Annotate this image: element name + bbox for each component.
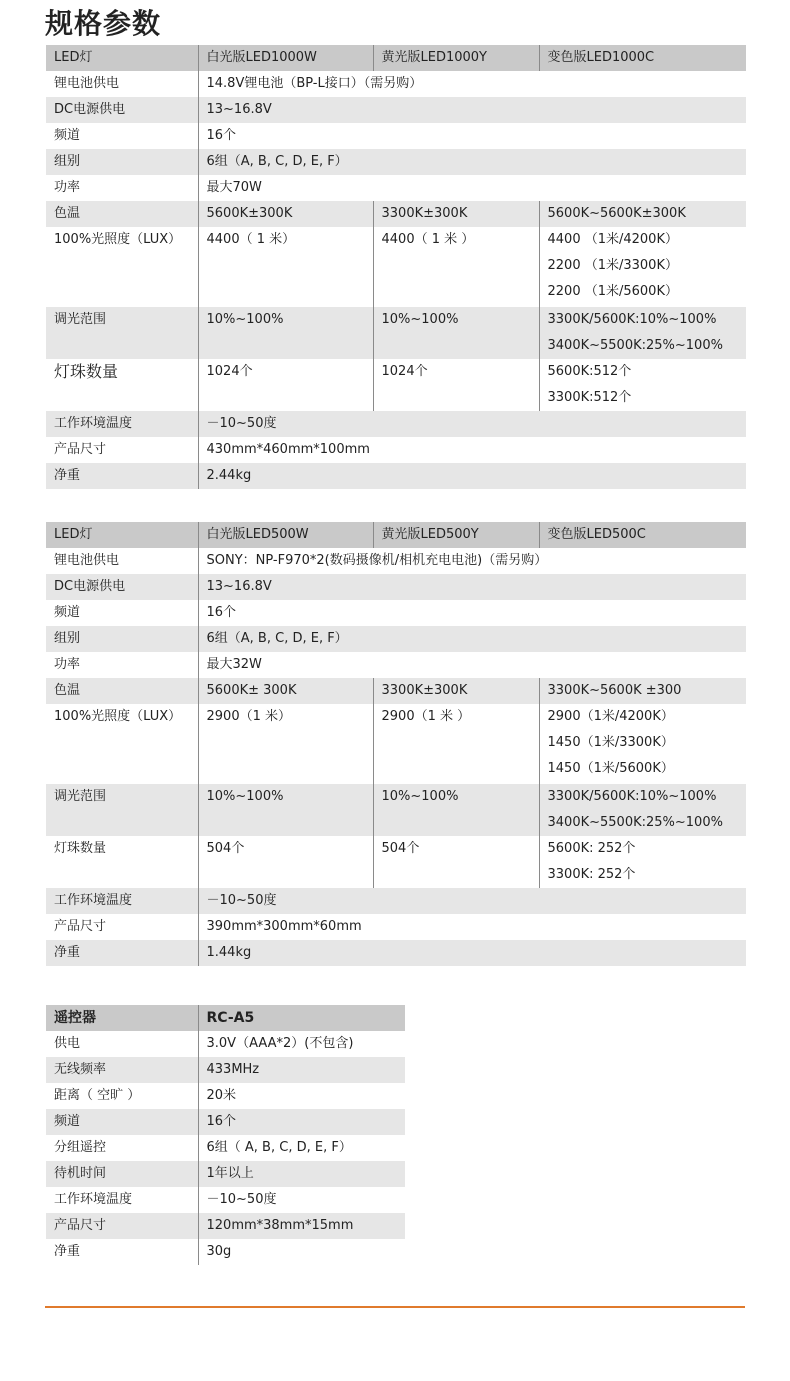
row-value: 1.44kg <box>198 940 746 966</box>
row-label: 分组遥控 <box>46 1135 198 1161</box>
row-value: 10%~100% <box>198 307 373 359</box>
table-row <box>46 123 746 149</box>
header-cell: LED灯 <box>46 522 198 548</box>
row-label: 净重 <box>46 463 198 489</box>
header-cell: 白光版LED1000W <box>198 45 373 71</box>
table-row <box>46 652 746 678</box>
table-row <box>46 1031 405 1057</box>
value-line: 3400K~5500K:25%~100% <box>547 338 723 353</box>
table-row <box>46 1135 405 1161</box>
row-label: 无线频率 <box>46 1057 198 1083</box>
row-label: DC电源供电 <box>46 574 198 600</box>
row-value: 1年以上 <box>198 1161 405 1187</box>
value-line: 5600K:512个 <box>547 364 632 379</box>
row-label: 调光范围 <box>46 307 198 359</box>
row-value: 16个 <box>198 600 746 626</box>
table-header-row <box>46 45 746 71</box>
table-row <box>46 1057 405 1083</box>
row-value: 3300K~5600K ±300 <box>539 678 746 704</box>
table-row <box>46 1083 405 1109</box>
table-row <box>46 1109 405 1135</box>
table-row <box>46 678 746 704</box>
row-label: 调光范围 <box>46 784 198 836</box>
table-row <box>46 71 746 97</box>
value-line: 2200 （1米/5600K） <box>547 284 678 299</box>
row-label: 供电 <box>46 1031 198 1057</box>
row-value: 5600K~5600K±300K <box>539 201 746 227</box>
row-value: 3300K±300K <box>373 201 539 227</box>
table-row <box>46 411 746 437</box>
row-value: －10~50度 <box>198 888 746 914</box>
spec-table-led500 <box>46 522 746 966</box>
value-line: 2900（1米/4200K） <box>547 709 674 724</box>
table-row <box>46 307 746 359</box>
table-row <box>46 836 746 888</box>
row-value: 10%~100% <box>373 784 539 836</box>
table-row <box>46 1161 405 1187</box>
row-value: 2900（1 米 ） <box>373 704 539 784</box>
row-value: 16个 <box>198 1109 405 1135</box>
header-cell: RC-A5 <box>198 1005 405 1031</box>
value-line: 5600K: 252个 <box>547 841 636 856</box>
table-header-row <box>46 1005 405 1031</box>
table-row <box>46 463 746 489</box>
table-row <box>46 97 746 123</box>
table-header-row <box>46 522 746 548</box>
row-value: 6组（ A, B, C, D, E, F） <box>198 1135 405 1161</box>
row-label: 功率 <box>46 652 198 678</box>
table-row <box>46 626 746 652</box>
row-label: 灯珠数量 <box>46 836 198 888</box>
row-value: －10~50度 <box>198 411 746 437</box>
table-row <box>46 784 746 836</box>
row-value: 14.8V锂电池（BP-L接口）（需另购） <box>198 71 746 97</box>
row-value <box>539 227 746 307</box>
value-line: 3300K/5600K:10%~100% <box>547 789 717 804</box>
row-label: 频道 <box>46 123 198 149</box>
row-value: 2900（1 米） <box>198 704 373 784</box>
row-label: 工作环境温度 <box>46 888 198 914</box>
table-row <box>46 359 746 411</box>
row-value <box>539 704 746 784</box>
row-value: 5600K± 300K <box>198 678 373 704</box>
table-row <box>46 201 746 227</box>
row-label: 组别 <box>46 626 198 652</box>
value-line: 3300K/5600K:10%~100% <box>547 312 717 327</box>
row-value: 13~16.8V <box>198 97 746 123</box>
row-value: 120mm*38mm*15mm <box>198 1213 405 1239</box>
table-row <box>46 1239 405 1265</box>
header-cell: 遥控器 <box>46 1005 198 1031</box>
row-value <box>539 359 746 411</box>
row-label: 功率 <box>46 175 198 201</box>
value-line: 3400K~5500K:25%~100% <box>547 815 723 830</box>
row-value: 430mm*460mm*100mm <box>198 437 746 463</box>
row-label: 灯珠数量 <box>46 359 198 411</box>
row-value: 433MHz <box>198 1057 405 1083</box>
row-label: 工作环境温度 <box>46 411 198 437</box>
row-label: 锂电池供电 <box>46 548 198 574</box>
row-value: 4400（ 1 米） <box>198 227 373 307</box>
row-label: 色温 <box>46 201 198 227</box>
page-title: 规格参数 <box>45 7 162 40</box>
row-value: 2.44kg <box>198 463 746 489</box>
row-label: 100%光照度（LUX） <box>46 227 198 307</box>
header-cell: 变色版LED500C <box>539 522 746 548</box>
value-line: 3300K: 252个 <box>547 867 636 882</box>
row-value: 6组（A, B, C, D, E, F） <box>198 149 746 175</box>
row-value: 最大70W <box>198 175 746 201</box>
row-label: 频道 <box>46 600 198 626</box>
table-row <box>46 227 746 307</box>
row-value: 20米 <box>198 1083 405 1109</box>
row-value: －10~50度 <box>198 1187 405 1213</box>
row-value: 最大32W <box>198 652 746 678</box>
row-value <box>539 307 746 359</box>
row-label: 组别 <box>46 149 198 175</box>
header-cell: LED灯 <box>46 45 198 71</box>
value-line: 4400 （1米/4200K） <box>547 232 678 247</box>
table-row <box>46 600 746 626</box>
row-label: 锂电池供电 <box>46 71 198 97</box>
table-row <box>46 574 746 600</box>
header-cell: 黄光版LED1000Y <box>373 45 539 71</box>
table-row <box>46 437 746 463</box>
row-value: 10%~100% <box>373 307 539 359</box>
row-label: 100%光照度（LUX） <box>46 704 198 784</box>
spec-table-led1000 <box>46 45 746 489</box>
table-row <box>46 940 746 966</box>
header-cell: 黄光版LED500Y <box>373 522 539 548</box>
table-row <box>46 704 746 784</box>
row-value <box>539 836 746 888</box>
row-value: 504个 <box>198 836 373 888</box>
row-value <box>539 784 746 836</box>
spec-table-remote <box>46 1005 405 1265</box>
row-value: 13~16.8V <box>198 574 746 600</box>
footer-divider <box>45 1306 745 1308</box>
row-value: 390mm*300mm*60mm <box>198 914 746 940</box>
value-line: 3300K:512个 <box>547 390 632 405</box>
row-value: 30g <box>198 1239 405 1265</box>
table-row <box>46 1213 405 1239</box>
row-label: DC电源供电 <box>46 97 198 123</box>
row-value: 1024个 <box>373 359 539 411</box>
row-label: 产品尺寸 <box>46 914 198 940</box>
row-label: 待机时间 <box>46 1161 198 1187</box>
table-row <box>46 149 746 175</box>
row-value: 504个 <box>373 836 539 888</box>
row-value: SONY：NP-F970*2(数码摄像机/相机充电电池)（需另购） <box>198 548 746 574</box>
table-row <box>46 1187 405 1213</box>
value-line: 1450（1米/3300K） <box>547 735 674 750</box>
row-value: 4400（ 1 米 ） <box>373 227 539 307</box>
row-label: 距离（ 空旷 ） <box>46 1083 198 1109</box>
row-label: 净重 <box>46 1239 198 1265</box>
row-label: 色温 <box>46 678 198 704</box>
table-row <box>46 914 746 940</box>
table-row <box>46 888 746 914</box>
value-line: 1450（1米/5600K） <box>547 761 674 776</box>
row-value: 3.0V（AAA*2）(不包含) <box>198 1031 405 1057</box>
header-cell: 白光版LED500W <box>198 522 373 548</box>
row-value: 5600K±300K <box>198 201 373 227</box>
row-value: 10%~100% <box>198 784 373 836</box>
header-cell: 变色版LED1000C <box>539 45 746 71</box>
row-label: 净重 <box>46 940 198 966</box>
row-label: 工作环境温度 <box>46 1187 198 1213</box>
row-value: 3300K±300K <box>373 678 539 704</box>
row-label: 产品尺寸 <box>46 1213 198 1239</box>
table-row <box>46 175 746 201</box>
table-row <box>46 548 746 574</box>
row-label: 频道 <box>46 1109 198 1135</box>
row-value: 6组（A, B, C, D, E, F） <box>198 626 746 652</box>
row-label: 产品尺寸 <box>46 437 198 463</box>
value-line: 2200 （1米/3300K） <box>547 258 678 273</box>
row-value: 16个 <box>198 123 746 149</box>
row-value: 1024个 <box>198 359 373 411</box>
